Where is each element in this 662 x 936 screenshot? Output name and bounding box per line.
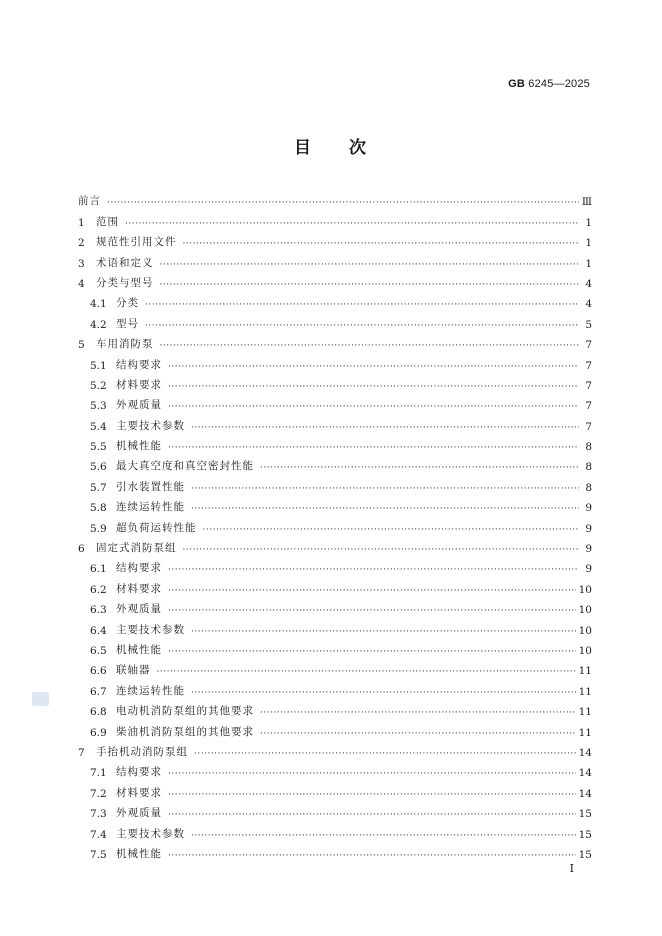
toc-entry-label: 外观质量 xyxy=(116,807,162,820)
toc-entry[interactable] xyxy=(78,433,592,453)
toc-entry-page: 1 xyxy=(585,237,592,250)
toc-entry-page: 9 xyxy=(585,543,592,556)
toc-entry[interactable] xyxy=(78,351,592,371)
toc-entry-number: 7 xyxy=(78,746,85,759)
toc-dot-leader xyxy=(260,708,576,718)
toc-entry-number: 5 xyxy=(78,339,85,352)
title-part1: 目 xyxy=(294,138,313,158)
toc-dot-leader xyxy=(168,647,576,657)
toc-entry-page: 8 xyxy=(585,481,592,494)
toc-entry-number: 7.2 xyxy=(90,787,107,800)
toc-entry-number: 6.1 xyxy=(90,563,107,576)
page-title xyxy=(0,133,662,158)
toc-entry[interactable] xyxy=(78,453,592,473)
toc-entry[interactable] xyxy=(78,637,592,657)
toc-entry[interactable] xyxy=(78,310,592,330)
toc-entry-label: 范围 xyxy=(96,215,119,228)
toc-entry-page: 5 xyxy=(585,318,592,331)
toc-entry[interactable] xyxy=(78,331,592,351)
toc-entry-number: 6.3 xyxy=(90,604,107,617)
toc-entry-page: 14 xyxy=(578,787,592,800)
toc-entry-page: 14 xyxy=(578,767,592,780)
toc-entry[interactable] xyxy=(78,188,592,208)
toc-entry[interactable] xyxy=(78,841,592,861)
toc-dot-leader xyxy=(168,851,576,861)
toc-entry[interactable] xyxy=(78,616,592,636)
toc-entry-label: 型号 xyxy=(116,317,139,330)
toc-entry[interactable] xyxy=(78,290,592,310)
toc-dot-leader xyxy=(191,688,576,698)
toc-entry-page: 9 xyxy=(585,502,592,515)
toc-entry-label: 外观质量 xyxy=(116,399,162,412)
toc-entry-label: 前言 xyxy=(78,195,101,208)
footer-page-number: Ⅰ xyxy=(569,862,574,875)
toc-dot-leader xyxy=(168,769,576,779)
toc-entry[interactable] xyxy=(78,575,592,595)
standard-number: 6245—2025 xyxy=(528,78,590,90)
toc-entry[interactable] xyxy=(78,473,592,493)
toc-entry-number: 6 xyxy=(78,543,85,556)
toc-entry-page: 10 xyxy=(578,604,592,617)
toc-dot-leader xyxy=(191,831,576,841)
standard-code xyxy=(508,78,590,90)
toc-dot-leader xyxy=(168,565,579,575)
toc-entry-label: 材料要求 xyxy=(116,786,162,799)
toc-dot-leader xyxy=(145,300,579,310)
toc-entry[interactable] xyxy=(78,514,592,534)
toc-dot-leader xyxy=(260,729,576,739)
toc-entry-page: 15 xyxy=(578,848,592,861)
standard-prefix: GB xyxy=(508,78,525,90)
toc-entry-label: 分类 xyxy=(116,297,139,310)
toc-entry-label: 机械性能 xyxy=(116,440,162,453)
toc-entry-label: 机械性能 xyxy=(116,643,162,656)
toc-entry[interactable] xyxy=(78,759,592,779)
toc-entry-page: 1 xyxy=(585,216,592,229)
toc-entry[interactable] xyxy=(78,208,592,228)
toc-dot-leader xyxy=(203,525,580,535)
toc-entry-number: 5.7 xyxy=(90,481,107,494)
toc-entry-page: 9 xyxy=(585,522,592,535)
toc-entry[interactable] xyxy=(78,412,592,432)
toc-dot-leader xyxy=(168,586,576,596)
toc-entry[interactable] xyxy=(78,800,592,820)
toc-entry-number: 6.7 xyxy=(90,685,107,698)
toc-entry-number: 6.4 xyxy=(90,624,107,637)
toc-entry-label: 材料要求 xyxy=(116,582,162,595)
toc-entry-number: 5.8 xyxy=(90,502,107,515)
toc-entry-label: 结构要求 xyxy=(116,358,162,371)
toc-entry-label: 机械性能 xyxy=(116,847,162,860)
toc-entry-page: 10 xyxy=(578,644,592,657)
toc-entry[interactable] xyxy=(78,229,592,249)
toc-entry-label: 车用消防泵 xyxy=(96,338,154,351)
toc-dot-leader xyxy=(168,382,579,392)
toc-entry-number: 6.6 xyxy=(90,665,107,678)
toc-entry-page: 15 xyxy=(578,828,592,841)
toc-entry-label: 最大真空度和真空密封性能 xyxy=(116,460,254,473)
toc-entry-page: 7 xyxy=(585,400,592,413)
toc-entry-page: 7 xyxy=(585,420,592,433)
toc-entry-number: 5.4 xyxy=(90,420,107,433)
title-part2: 次 xyxy=(349,138,368,158)
toc-entry-page: 7 xyxy=(585,339,592,352)
toc-entry-page: 15 xyxy=(578,808,592,821)
toc-entry-label: 固定式消防泵组 xyxy=(96,542,177,555)
toc-entry-label: 电动机消防泵组的其他要求 xyxy=(116,705,254,718)
toc-entry[interactable] xyxy=(78,392,592,412)
toc-entry-number: 6.8 xyxy=(90,706,107,719)
toc-entry[interactable] xyxy=(78,270,592,290)
toc-entry-page: 1 xyxy=(585,257,592,270)
toc-dot-leader xyxy=(168,790,576,800)
toc-entry-page: 7 xyxy=(585,379,592,392)
toc-dot-leader xyxy=(183,545,580,555)
toc-entry-page: 8 xyxy=(585,441,592,454)
toc-entry[interactable] xyxy=(78,739,592,759)
toc-entry-page: 11 xyxy=(578,685,592,698)
toc-entry-number: 4.2 xyxy=(90,318,107,331)
toc-dot-leader xyxy=(107,198,579,208)
toc-dot-leader xyxy=(168,810,576,820)
toc-entry[interactable] xyxy=(78,779,592,799)
toc-entry[interactable] xyxy=(78,596,592,616)
toc-entry-number: 5.5 xyxy=(90,441,107,454)
toc-entry[interactable] xyxy=(78,535,592,555)
toc-entry-page: 14 xyxy=(578,746,592,759)
toc-entry-label: 手抬机动消防泵组 xyxy=(96,745,188,758)
toc-entry-number: 4.1 xyxy=(90,298,107,311)
toc-entry-label: 连续运转性能 xyxy=(116,684,185,697)
toc-entry-page: 10 xyxy=(578,624,592,637)
toc-dot-leader xyxy=(191,484,579,494)
toc-dot-leader xyxy=(160,260,580,270)
toc-entry-label: 主要技术参数 xyxy=(116,827,185,840)
toc-entry-label: 结构要求 xyxy=(116,766,162,779)
toc-entry-page: 9 xyxy=(585,563,592,576)
toc-dot-leader xyxy=(260,463,579,473)
toc-entry[interactable] xyxy=(78,372,592,392)
toc-dot-leader xyxy=(168,362,579,372)
toc-entry-page: 11 xyxy=(578,706,592,719)
table-of-contents xyxy=(78,188,592,861)
toc-entry[interactable] xyxy=(78,820,592,840)
toc-entry-label: 分类与型号 xyxy=(96,276,154,289)
toc-entry-label: 柴油机消防泵组的其他要求 xyxy=(116,725,254,738)
toc-dot-leader xyxy=(191,504,579,514)
toc-dot-leader xyxy=(160,280,580,290)
toc-dot-leader xyxy=(194,749,576,759)
toc-entry-label: 超负荷运转性能 xyxy=(116,521,197,534)
toc-entry-number: 6.9 xyxy=(90,726,107,739)
toc-entry-label: 术语和定义 xyxy=(96,256,154,269)
side-marker xyxy=(32,692,49,706)
toc-entry-page: 8 xyxy=(585,461,592,474)
toc-entry-number: 7.3 xyxy=(90,808,107,821)
toc-entry-label: 主要技术参数 xyxy=(116,623,185,636)
toc-dot-leader xyxy=(125,219,579,229)
toc-entry-number: 4 xyxy=(78,277,85,290)
toc-entry[interactable] xyxy=(78,698,592,718)
toc-entry-label: 外观质量 xyxy=(116,603,162,616)
toc-dot-leader xyxy=(168,443,579,453)
toc-entry[interactable] xyxy=(78,494,592,514)
toc-entry-number: 6.2 xyxy=(90,583,107,596)
toc-entry-label: 材料要求 xyxy=(116,378,162,391)
toc-entry-number: 1 xyxy=(78,216,85,229)
toc-entry-number: 7.1 xyxy=(90,767,107,780)
toc-entry-number: 6.5 xyxy=(90,644,107,657)
toc-entry[interactable] xyxy=(78,718,592,738)
toc-dot-leader xyxy=(183,239,580,249)
toc-entry-page: 10 xyxy=(578,583,592,596)
toc-dot-leader xyxy=(191,627,576,637)
toc-entry[interactable] xyxy=(78,657,592,677)
toc-entry-page: 4 xyxy=(585,277,592,290)
toc-entry-label: 连续运转性能 xyxy=(116,501,185,514)
toc-entry-number: 5.2 xyxy=(90,379,107,392)
toc-dot-leader xyxy=(157,667,576,677)
toc-entry-number: 5.3 xyxy=(90,400,107,413)
toc-entry-number: 7.4 xyxy=(90,828,107,841)
toc-entry-page: 7 xyxy=(585,359,592,372)
toc-entry-label: 结构要求 xyxy=(116,562,162,575)
toc-entry-page: 11 xyxy=(578,665,592,678)
toc-entry-number: 5.9 xyxy=(90,522,107,535)
toc-entry[interactable] xyxy=(78,677,592,697)
toc-entry[interactable] xyxy=(78,249,592,269)
toc-entry-number: 2 xyxy=(78,237,85,250)
toc-entry-label: 联轴器 xyxy=(116,664,151,677)
toc-dot-leader xyxy=(168,402,579,412)
toc-entry-label: 规范性引用文件 xyxy=(96,236,177,249)
toc-dot-leader xyxy=(160,341,580,351)
toc-dot-leader xyxy=(168,606,576,616)
toc-entry-number: 7.5 xyxy=(90,848,107,861)
toc-entry[interactable] xyxy=(78,555,592,575)
toc-dot-leader xyxy=(191,423,579,433)
toc-entry-page: 11 xyxy=(578,726,592,739)
toc-entry-label: 引水装置性能 xyxy=(116,480,185,493)
toc-entry-number: 5.1 xyxy=(90,359,107,372)
toc-entry-page: 4 xyxy=(585,298,592,311)
toc-entry-page: Ⅲ xyxy=(581,196,592,209)
toc-entry-number: 5.6 xyxy=(90,461,107,474)
toc-dot-leader xyxy=(145,321,579,331)
toc-entry-number: 3 xyxy=(78,257,85,270)
toc-entry-label: 主要技术参数 xyxy=(116,419,185,432)
